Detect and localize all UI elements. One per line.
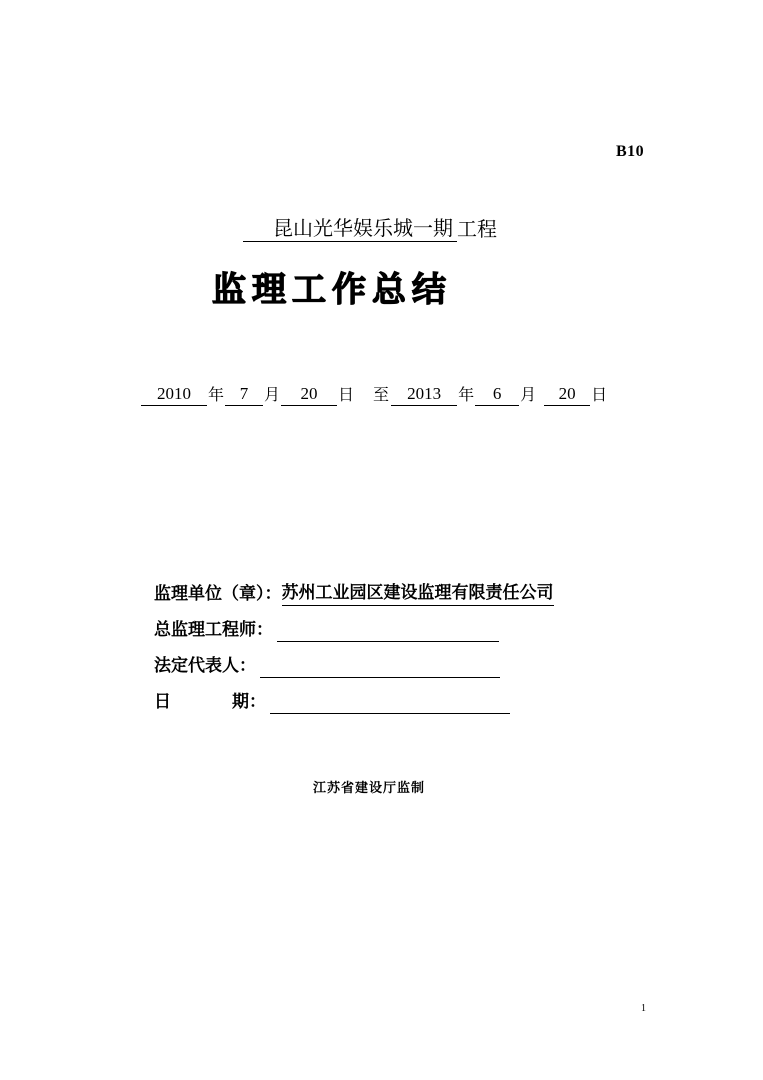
supervision-unit-label: 监理单位（章）：: [154, 584, 282, 604]
start-year: 2010: [141, 383, 207, 406]
date-field[interactable]: [270, 691, 510, 714]
issuer-note: 江苏省建设厅监制: [313, 781, 426, 796]
end-month: 6: [475, 383, 519, 406]
date-row: [154, 678, 554, 714]
chief-engineer-row: [154, 606, 554, 642]
page-number: 1: [641, 1003, 646, 1014]
project-name-line: [243, 216, 497, 242]
signature-block: [154, 570, 554, 714]
chief-engineer-label: 总监理工程师：: [154, 620, 273, 640]
end-day: 20: [544, 383, 590, 406]
form-code: B10: [616, 143, 645, 160]
year-label: 年: [208, 385, 225, 404]
legal-representative-row: [154, 642, 554, 678]
year-label: 年: [458, 385, 475, 404]
start-day: 20: [281, 383, 337, 406]
date-label-right: 期：: [232, 692, 266, 712]
end-year: 2013: [391, 383, 457, 406]
chief-engineer-field[interactable]: [277, 619, 499, 642]
month-label: 月: [520, 385, 537, 404]
to-label: 至: [373, 385, 390, 404]
start-month: 7: [225, 383, 263, 406]
project-name: 昆山光华娱乐城一期: [243, 216, 457, 242]
period-line: [141, 383, 608, 406]
document-title: 监理工作总结: [212, 270, 452, 310]
month-label: 月: [264, 385, 281, 404]
day-label: 日: [338, 385, 355, 404]
date-label-left: 日: [154, 692, 171, 712]
legal-representative-label: 法定代表人：: [154, 656, 256, 676]
day-label: 日: [591, 385, 608, 404]
legal-representative-field[interactable]: [260, 655, 500, 678]
project-suffix: 工程: [457, 217, 497, 241]
supervision-unit-row: [154, 570, 554, 606]
supervision-unit-value: 苏州工业园区建设监理有限责任公司: [282, 581, 554, 606]
